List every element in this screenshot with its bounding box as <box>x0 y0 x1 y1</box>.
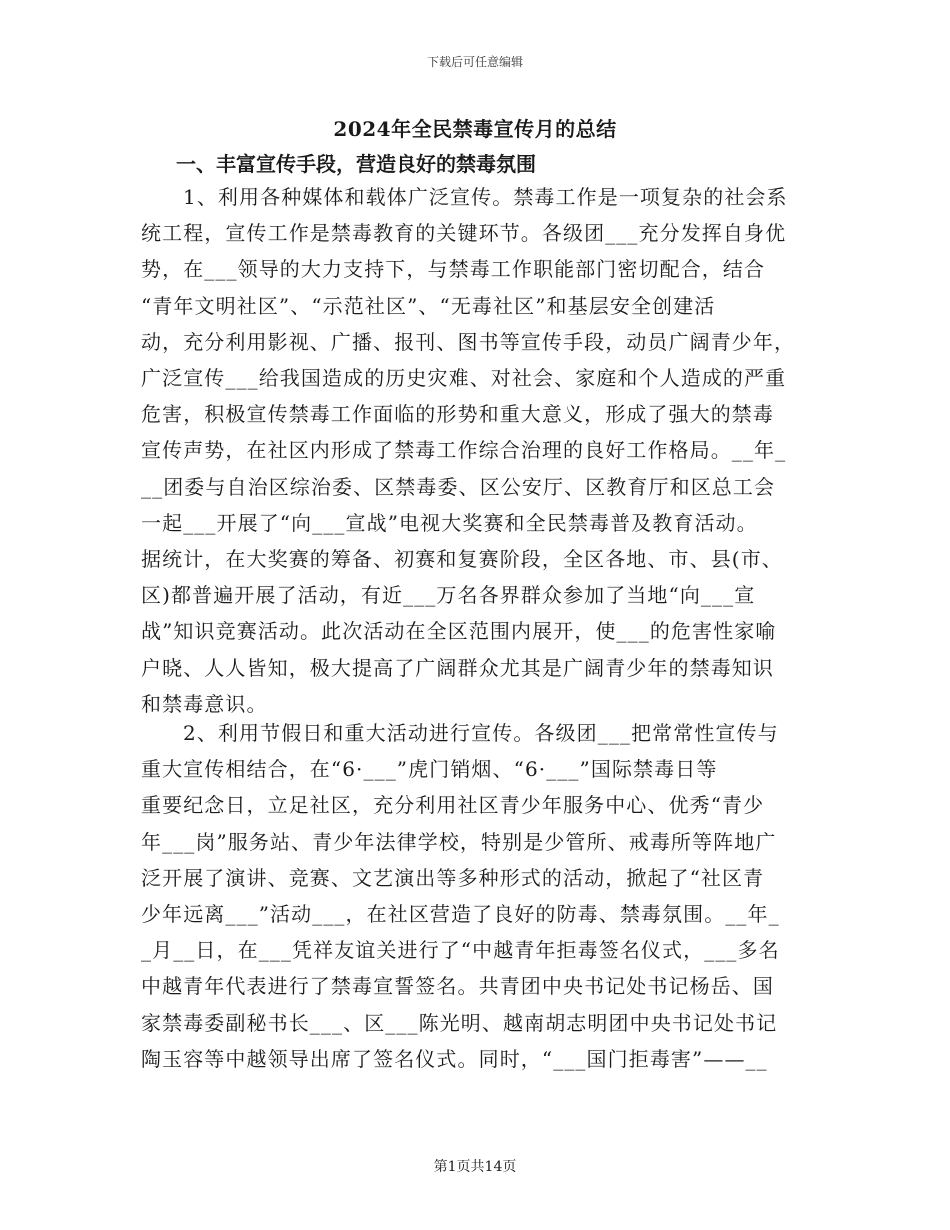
document-title: 2024年全民禁毒宣传月的总结 <box>333 117 617 141</box>
paragraph-line: 广泛宣传___给我国造成的历史灾难、对社会、家庭和个人造成的严重 <box>141 366 787 391</box>
paragraph-line: 中越青年代表进行了禁毒宣誓签名。共青团中央书记处书记杨岳、国 <box>141 974 774 999</box>
paragraph-line: 1、利用各种媒体和载体广泛宣传。禁毒工作是一项复杂的社会系 <box>183 185 788 209</box>
paragraph-line: __团委与自治区综治委、区禁毒委、区公安厅、区教育厅和区总工会 <box>141 474 776 499</box>
paragraph-line: 统工程，宣传工作是禁毒教育的关键环节。各级团___充分发挥自身优 <box>141 221 787 246</box>
paragraph-line: 动，充分利用影视、广播、报刊、图书等宣传手段，动员广阔青少年， <box>141 329 796 354</box>
paragraph-line: 势，在___领导的大力支持下，与禁毒工作职能部门密切配合，结合 <box>141 257 766 282</box>
paragraph-2 <box>141 715 809 1120</box>
paragraph-line: 一起___开展了“向___宣战”电视大奖赛和全民禁毒普及教育活动。 <box>141 510 758 535</box>
paragraph-line: _月__日，在___凭祥友谊关进行了“中越青年拒毒签名仪式，___多名 <box>141 938 780 963</box>
paragraph-line: 战”知识竞赛活动。此次活动在全区范围内展开，使___的危害性家喻 <box>141 619 777 644</box>
page-number-footer: 第1页共14页 <box>433 1159 517 1175</box>
paragraph-line: 重大宣传相结合，在“6·___”虎门销烟、“6·___”国际禁毒日等 <box>141 757 718 782</box>
paragraph-1 <box>141 179 809 735</box>
paragraph-line: 年___岗”服务站、青少年法律学校，特别是少管所、戒毒所等阵地广 <box>141 829 777 854</box>
section-heading: 一、丰富宣传手段，营造良好的禁毒氛围 <box>176 152 536 176</box>
paragraph-line: “青年文明社区”、“示范社区”、“无毒社区”和基层安全创建活 <box>141 293 716 318</box>
paragraph-line: 区)都普遍开展了活动，有近___万名各界群众参加了当地“向___宣 <box>141 583 756 608</box>
page-header-note: 下载后可任意编辑 <box>426 55 523 69</box>
paragraph-line: 户晓、人人皆知，极大提高了广阔群众尤其是广阔青少年的禁毒知识 <box>141 655 774 680</box>
paragraph-line: 危害，积极宣传禁毒工作面临的形势和重大意义，形成了强大的禁毒 <box>141 402 774 427</box>
paragraph-line: 重要纪念日，立足社区，充分利用社区青少年服务中心、优秀“青少 <box>141 793 765 818</box>
paragraph-line: 宣传声势，在社区内形成了禁毒工作综合治理的良好工作格局。__年_ <box>141 438 787 463</box>
paragraph-line: 泛开展了演讲、竞赛、文艺演出等多种形式的活动，掀起了“社区青 <box>141 865 765 890</box>
paragraph-line: 和禁毒意识。 <box>141 691 268 716</box>
paragraph-line: 家禁毒委副秘书长___、区___陈光明、越南胡志明团中央书记处书记 <box>141 1010 778 1035</box>
paragraph-line: 少年远离___”活动___，在社区营造了良好的防毒、禁毒氛围。__年_ <box>141 902 780 927</box>
paragraph-line: 2、利用节假日和重大活动进行宣传。各级团___把常常性宣传与 <box>183 721 779 745</box>
paragraph-line: 陶玉容等中越领导出席了签名仪式。同时，“___国门拒毒害”——__ <box>141 1046 768 1071</box>
paragraph-line: 据统计，在大奖赛的筹备、初赛和复赛阶段，全区各地、市、县(市、 <box>141 547 783 572</box>
